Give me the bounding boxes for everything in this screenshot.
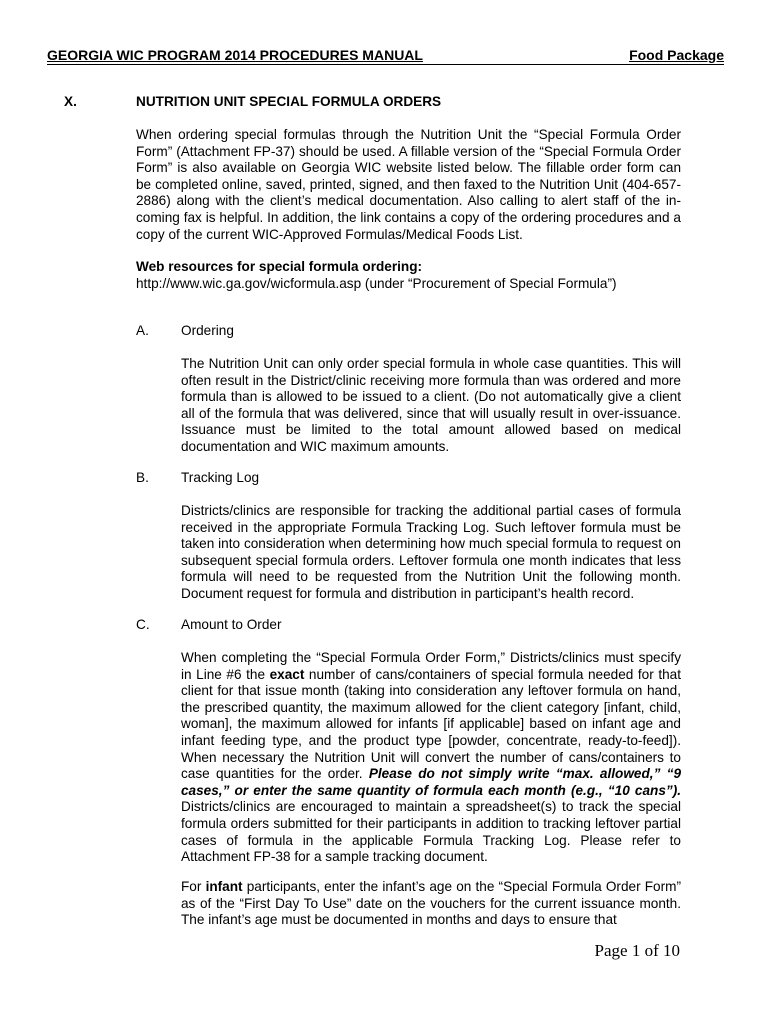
section-number: X.	[64, 94, 77, 109]
subsection-c-paragraph-1: When completing the “Special Formula Order Form,” Districts/clinics must specify in Line #6 the exact number of cans/containers of special formula needed for that client for that issue month (taking into consideration any leftover formula on hand, the prescribed quantity, the maximum allowed for the client category [infant, child, woman], the maximum allowed for infants [if applicable] based on infant age and infant feeding type, and the product type [powder, concentrate, ready-to-feed]). When necessary the Nutrition Unit will convert the number of cans/containers to case quantities for the order. Please do not simply write “max. allowed,” “9 cases,” or enter the same quantity of formula each month (e.g., “10 cans”). Districts/clinics are encouraged to maintain a spreadsheet(s) to track the special formula orders submitted for their participants in addition to tracking leftover partial cases of formula in the applicable Formula Tracking Log. Please refer to Attachment FP-38 for a sample tracking document.	[181, 650, 682, 865]
subsection-c-paragraph-2: For infant participants, enter the infant’s age on the “Special Formula Order Form” as of the “First Day To Use” date on the vouchers for the current issuance month. The infant’s age must be documented in months and days to ensure that	[181, 879, 681, 928]
subsection-a-body: The Nutrition Unit can only order special formula in whole case quantities. This will often result in the District/clinic receiving more formula than was ordered and more formula than is allowed to be issued to a client. (Do not automatically give a client all of the formula that was delivered, since that will usually result in over-issuance. Issuance must be limited to the total amount allowed based on medical documentation and WIC maximum amounts.	[181, 356, 681, 454]
subsection-a-title: Ordering	[181, 323, 234, 338]
exact-emphasis: exact	[269, 666, 305, 682]
section-name: Food Package	[629, 47, 724, 63]
subsection-b-body: Districts/clinics are responsible for tracking the additional partial cases of formula received in the appropriate Formula Tracking Log. Such leftover formula must be taken into consideration when determining how much special formula to request on subsequent special formula orders. Leftover formula one month indicates that less formula will need to be requested from the Nutrition Unit the following month. Document request for formula and distribution in participant’s health record.	[181, 503, 681, 601]
web-resources-heading: Web resources for special formula ordering:	[136, 259, 423, 274]
subsection-c-title: Amount to Order	[181, 617, 282, 632]
page-header	[47, 46, 724, 65]
page-number: Page 1 of 10	[594, 941, 680, 960]
subsection-b-title: Tracking Log	[181, 470, 260, 485]
manual-title: GEORGIA WIC PROGRAM 2014 PROCEDURES MANUAL	[47, 47, 423, 63]
section-title: NUTRITION UNIT SPECIAL FORMULA ORDERS	[136, 94, 442, 109]
subsection-c-letter: C.	[136, 617, 150, 632]
warning-emphasis: Please do not simply write “max. allowed,” “9 cases,” or enter the same quantity of formula each month (e.g., “10 cans”).	[181, 766, 682, 798]
subsection-b-letter: B.	[136, 470, 149, 485]
web-resources-url: http://www.wic.ga.gov/wicformula.asp (under “Procurement of Special Formula”)	[136, 276, 617, 291]
subsection-a-letter: A.	[136, 323, 149, 338]
infant-emphasis: infant	[205, 879, 243, 894]
intro-paragraph: When ordering special formulas through the Nutrition Unit the “Special Formula Order Form” (Attachment FP-37) should be used. A fillable version of the “Special Formula Order Form” is also available on Georgia WIC website listed below. The fillable order form can be completed online, saved, printed, signed, and then faxed to the Nutrition Unit (404-657-2886) along with the client’s medical documentation. Also calling to alert staff of the in-coming fax is helpful. In addition, the link contains a copy of the ordering procedures and a copy of the current WIC-Approved Formulas/Medical Foods List.	[136, 127, 681, 242]
